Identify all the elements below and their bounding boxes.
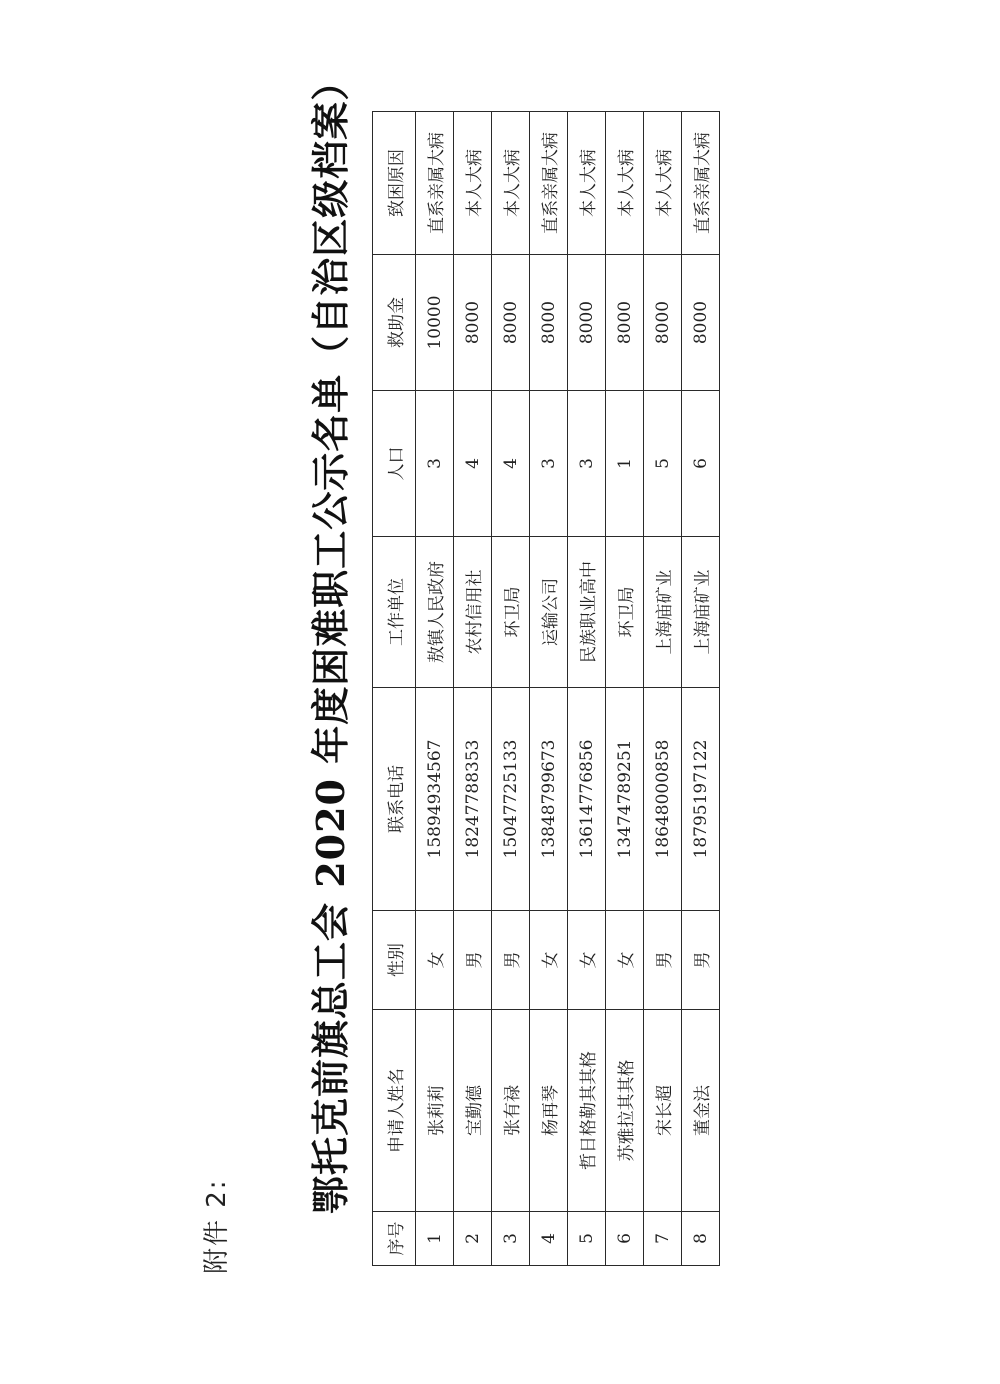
cell-reason: 本人大病 [568,112,606,255]
cell-amount: 8000 [492,255,530,391]
cell-amount: 8000 [606,255,644,391]
hardship-roster-table [372,111,720,1266]
table-row [416,112,454,1266]
cell-gender: 男 [682,911,720,1010]
cell-no: 8 [682,1212,720,1266]
cell-gender: 女 [568,911,606,1010]
cell-amount: 10000 [416,255,454,391]
cell-amount: 8000 [644,255,682,391]
cell-amount: 8000 [568,255,606,391]
table-row [568,112,606,1266]
cell-no: 4 [530,1212,568,1266]
cell-household: 3 [530,391,568,537]
cell-no: 5 [568,1212,606,1266]
cell-household: 3 [568,391,606,537]
header-gender: 性别 [373,911,416,1010]
cell-gender: 男 [454,911,492,1010]
cell-phone: 18247788353 [454,688,492,911]
table-row [606,112,644,1266]
cell-gender: 女 [606,911,644,1010]
cell-workplace: 上海庙矿业 [682,537,720,688]
cell-phone: 13848799673 [530,688,568,911]
cell-name: 宋长超 [644,1010,682,1212]
cell-phone: 13474789251 [606,688,644,911]
cell-phone: 15894934567 [416,688,454,911]
cell-reason: 本人大病 [606,112,644,255]
cell-reason: 直系亲属大病 [682,112,720,255]
cell-name: 宝勤德 [454,1010,492,1212]
cell-workplace: 民族职业高中 [568,537,606,688]
cell-phone: 15047725133 [492,688,530,911]
cell-amount: 8000 [682,255,720,391]
cell-household: 6 [682,391,720,537]
cell-name: 张有禄 [492,1010,530,1212]
header-household: 人口 [373,391,416,537]
cell-household: 1 [606,391,644,537]
table-row [682,112,720,1266]
cell-no: 2 [454,1212,492,1266]
header-name: 申请人姓名 [373,1010,416,1212]
attachment-label: 附件 2: [202,1178,232,1274]
cell-phone: 13614776856 [568,688,606,911]
cell-no: 3 [492,1212,530,1266]
cell-workplace: 运输公司 [530,537,568,688]
header-phone: 联系电话 [373,688,416,911]
cell-reason: 本人大病 [644,112,682,255]
cell-workplace: 环卫局 [492,537,530,688]
cell-reason: 直系亲属大病 [416,112,454,255]
table-row [644,112,682,1266]
cell-name: 哲日格勒其其格 [568,1010,606,1212]
cell-household: 4 [454,391,492,537]
cell-phone: 18648000858 [644,688,682,911]
cell-amount: 8000 [454,255,492,391]
cell-amount: 8000 [530,255,568,391]
cell-name: 杨再琴 [530,1010,568,1212]
cell-gender: 男 [644,911,682,1010]
header-workplace: 工作单位 [373,537,416,688]
cell-no: 7 [644,1212,682,1266]
cell-no: 1 [416,1212,454,1266]
cell-gender: 女 [416,911,454,1010]
cell-household: 5 [644,391,682,537]
cell-no: 6 [606,1212,644,1266]
header-reason: 致困原因 [373,112,416,255]
cell-name: 张莉莉 [416,1010,454,1212]
header-no: 序号 [373,1212,416,1266]
cell-gender: 男 [492,911,530,1010]
table-row [492,112,530,1266]
cell-reason: 本人大病 [454,112,492,255]
cell-household: 3 [416,391,454,537]
table-row [454,112,492,1266]
cell-workplace: 敖镇人民政府 [416,537,454,688]
cell-household: 4 [492,391,530,537]
cell-workplace: 农村信用社 [454,537,492,688]
cell-reason: 直系亲属大病 [530,112,568,255]
cell-workplace: 上海庙矿业 [644,537,682,688]
table-row [530,112,568,1266]
cell-workplace: 环卫局 [606,537,644,688]
header-amount: 救助金 [373,255,416,391]
table-header-row [373,112,416,1266]
cell-name: 董金法 [682,1010,720,1212]
cell-reason: 本人大病 [492,112,530,255]
cell-gender: 女 [530,911,568,1010]
document-title: 鄂托克前旗总工会 2020 年度困难职工公示名单（自治区级档案） [308,61,353,1214]
cell-name: 苏雅拉其其格 [606,1010,644,1212]
cell-phone: 18795197122 [682,688,720,911]
